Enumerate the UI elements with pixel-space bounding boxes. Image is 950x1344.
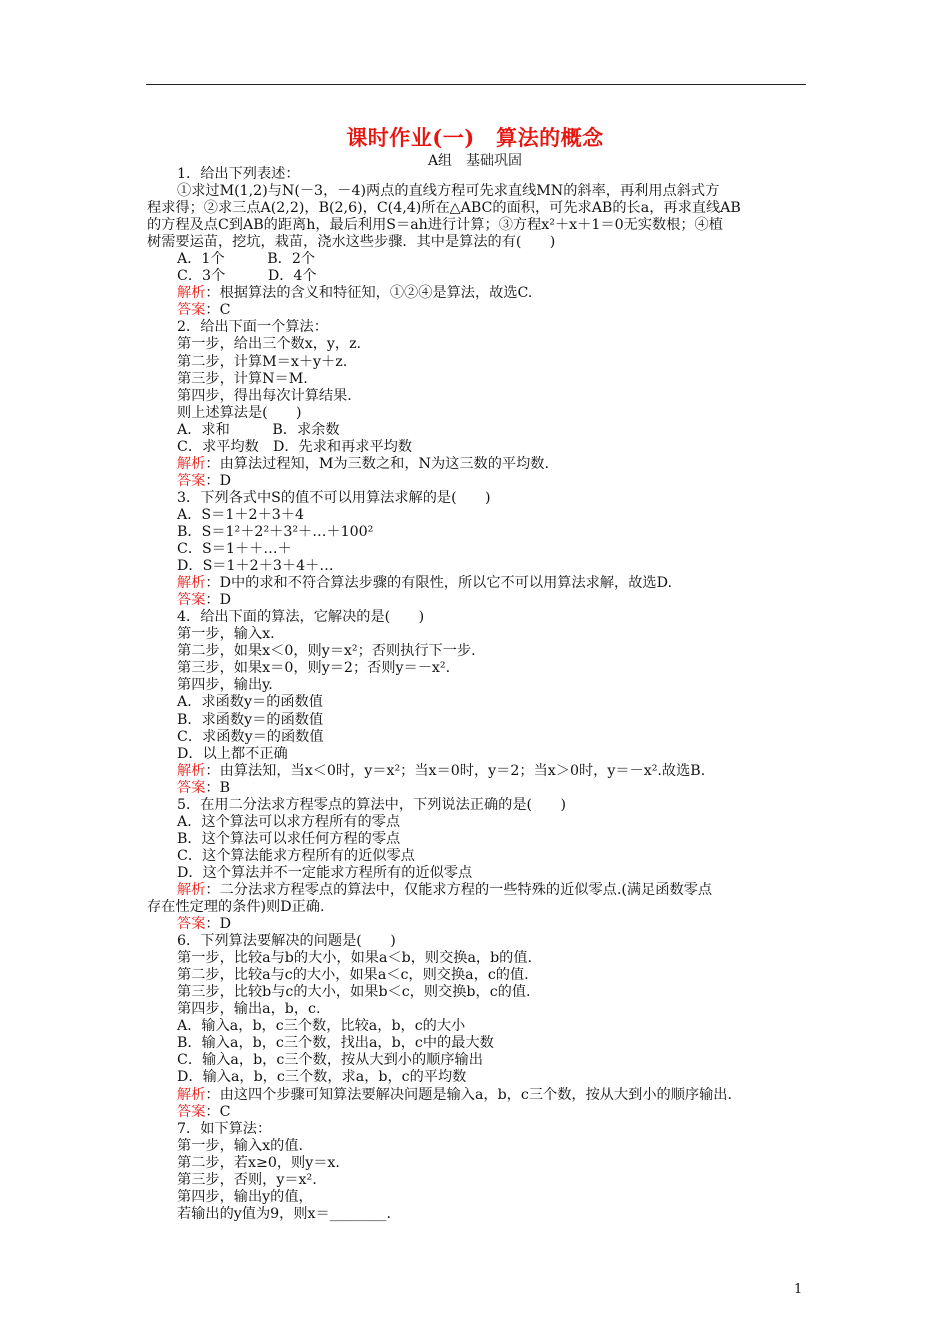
- text-line: [177, 1018, 809, 1035]
- line-text: 则上述算法是( ): [177, 404, 302, 421]
- text-line: [177, 797, 809, 814]
- line-text: C．S＝1＋＋…＋: [177, 541, 292, 558]
- line-text: 第三步，如果x＝0，则y＝2；否则y＝－x².: [177, 660, 451, 677]
- text-line: [177, 1138, 809, 1155]
- answer-label: 答案: [177, 1103, 206, 1120]
- text-line: [147, 899, 809, 916]
- solution-line: [177, 456, 809, 473]
- line-text: 第一步，输入x的值.: [177, 1137, 304, 1154]
- line-text: 第一步，输入x.: [177, 626, 275, 643]
- solution-label: 解析: [177, 881, 206, 898]
- line-text: ：D: [205, 916, 231, 933]
- text-line: [177, 1001, 809, 1018]
- text-line: [177, 746, 809, 763]
- line-text: 第二步，比较a与c的大小，如果a＜c，则交换a，c的值.: [177, 967, 529, 984]
- line-text: 程求得；②求三点A(2,2)，B(2,6)，C(4,4)所在△ABC的面积，可先求AB的长a，再求直线AB: [147, 200, 741, 217]
- text-line: [177, 626, 809, 643]
- line-text: ：由算法过程知，M为三数之和，N为这三数的平均数.: [205, 455, 549, 472]
- line-text: 6．下列算法要解决的问题是( ): [177, 933, 396, 950]
- line-text: ：由算法知，当x＜0时，y＝x²；当x＝0时，y＝2；当x＞0时，y＝－x².故选B.: [205, 762, 706, 779]
- text-line: [177, 950, 809, 967]
- text-line: [177, 865, 809, 882]
- line-text: ：D: [205, 592, 231, 609]
- line-text: 7．如下算法：: [177, 1120, 272, 1137]
- document-body: [147, 166, 809, 1223]
- line-text: B．求函数y＝的函数值: [177, 711, 324, 728]
- line-text: A．求和 B．求余数: [177, 421, 340, 438]
- text-line: [177, 336, 809, 353]
- line-text: ：根据算法的含义和特征知，①②④是算法，故选C.: [205, 285, 533, 302]
- text-line: [147, 234, 809, 251]
- line-text: A．输入a，b，c三个数，比较a，b，c的大小: [177, 1018, 466, 1035]
- line-text: 第四步，得出每次计算结果.: [177, 387, 352, 404]
- line-text: 若输出的y值为9，则x＝________.: [177, 1205, 391, 1222]
- text-line: [177, 183, 809, 200]
- line-text: ：二分法求方程零点的算法中，仅能求方程的一些特殊的近似零点.(满足函数零点: [205, 881, 713, 898]
- line-text: ：D: [205, 472, 231, 489]
- line-text: 2．给出下面一个算法：: [177, 319, 328, 336]
- line-text: 第二步，若x≥0，则y＝x.: [177, 1154, 340, 1171]
- solution-line: [177, 763, 809, 780]
- answer-label: 答案: [177, 592, 206, 609]
- line-text: 第四步，输出a，b，c.: [177, 1001, 321, 1018]
- text-line: [177, 933, 809, 950]
- page-number: 1: [794, 1282, 803, 1297]
- text-line: [177, 371, 809, 388]
- line-text: C．这个算法能求方程所有的近似零点: [177, 847, 415, 864]
- text-line: [177, 1172, 809, 1189]
- text-line: [177, 1189, 809, 1206]
- text-line: [177, 814, 809, 831]
- line-text: 3．下列各式中S的值不可以用算法求解的是( ): [177, 489, 491, 506]
- text-line: [177, 984, 809, 1001]
- text-line: [177, 1155, 809, 1172]
- answer-line: [177, 592, 809, 609]
- answer-line: [177, 473, 809, 490]
- solution-label: 解析: [177, 575, 206, 592]
- line-text: 第一步，给出三个数x，y，z.: [177, 336, 362, 353]
- line-text: 存在性定理的条件)则D正确.: [147, 899, 325, 916]
- text-line: [177, 677, 809, 694]
- line-text: A．1个 B．2个: [177, 251, 316, 268]
- text-line: [177, 541, 809, 558]
- line-text: ：B: [205, 779, 231, 796]
- line-text: ：C: [205, 302, 231, 319]
- line-text: D．以上都不正确: [177, 745, 288, 762]
- line-text: 第二步，如果x＜0，则y＝x²；否则执行下一步.: [177, 643, 476, 660]
- solution-line: [177, 1087, 809, 1104]
- line-text: ：由这四个步骤可知算法要解决问题是输入a，b，c三个数，按从大到小的顺序输出.: [205, 1086, 732, 1103]
- text-line: [177, 660, 809, 677]
- text-line: [177, 609, 809, 626]
- solution-label: 解析: [177, 455, 206, 472]
- text-line: [177, 848, 809, 865]
- line-text: 树需要运苗，挖坑，栽苗，浇水这些步骤．其中是算法的有( ): [147, 234, 556, 251]
- text-line: [177, 490, 809, 507]
- line-text: 第四步，输出y的值，: [177, 1188, 313, 1205]
- text-line: [177, 251, 809, 268]
- solution-line: [177, 285, 809, 302]
- solution-label: 解析: [177, 762, 206, 779]
- text-line: [177, 319, 809, 336]
- text-line: [177, 405, 809, 422]
- text-line: [177, 1206, 809, 1223]
- line-text: C．3个 D．4个: [177, 268, 317, 285]
- text-line: [177, 1035, 809, 1052]
- line-text: 的方程及点C到AB的距离h，最后利用S＝ah进行计算；③方程x²＋x＋1＝0无实数根；④植: [147, 217, 723, 234]
- text-line: [177, 1121, 809, 1138]
- text-line: [177, 831, 809, 848]
- line-text: C．求函数y＝的函数值: [177, 728, 324, 745]
- text-line: [177, 558, 809, 575]
- line-text: 第二步，计算M＝x＋y＋z.: [177, 353, 348, 370]
- answer-label: 答案: [177, 916, 206, 933]
- line-text: A．这个算法可以求方程所有的零点: [177, 813, 401, 830]
- text-line: [177, 507, 809, 524]
- text-line: [177, 268, 809, 285]
- answer-line: [177, 302, 809, 319]
- answer-line: [177, 1104, 809, 1121]
- solution-label: 解析: [177, 1086, 206, 1103]
- answer-label: 答案: [177, 302, 206, 319]
- text-line: [177, 422, 809, 439]
- header-rule: [146, 84, 806, 85]
- text-line: [177, 712, 809, 729]
- text-line: [177, 439, 809, 456]
- text-line: [177, 694, 809, 711]
- text-line: [177, 524, 809, 541]
- line-text: B．S＝1²＋2²＋3²＋…＋100²: [177, 523, 374, 540]
- line-text: 1．给出下列表述：: [177, 166, 300, 182]
- line-text: 5．在用二分法求方程零点的算法中，下列说法正确的是( ): [177, 796, 566, 813]
- solution-label: 解析: [177, 285, 206, 302]
- text-line: [177, 1069, 809, 1086]
- text-line: [177, 166, 809, 183]
- line-text: D．输入a，b，c三个数，求a，b，c的平均数: [177, 1069, 467, 1086]
- line-text: A．求函数y＝的函数值: [177, 694, 323, 711]
- text-line: [177, 967, 809, 984]
- line-text: ：D中的求和不符合算法步骤的有限性，所以它不可以用算法求解，故选D.: [205, 575, 672, 592]
- line-text: B．输入a，b，c三个数，找出a，b，c中的最大数: [177, 1035, 494, 1052]
- line-text: D．这个算法并不一定能求方程所有的近似零点: [177, 864, 473, 881]
- line-text: C．求平均数 D．先求和再求平均数: [177, 438, 413, 455]
- line-text: C．输入a，b，c三个数，按从大到小的顺序输出: [177, 1052, 483, 1069]
- line-text: 第三步，比较b与c的大小，如果b＜c，则交换b，c的值.: [177, 984, 531, 1001]
- line-text: 4．给出下面的算法，它解决的是( ): [177, 609, 425, 626]
- line-text: ①求过M(1,2)与N(－3，－4)两点的直线方程可先求直线MN的斜率，再利用点斜式方: [177, 183, 720, 200]
- solution-line: [177, 882, 809, 899]
- answer-label: 答案: [177, 779, 206, 796]
- line-text: ：C: [205, 1103, 231, 1120]
- text-line: [177, 643, 809, 660]
- line-text: A．S＝1＋2＋3＋4: [177, 506, 305, 523]
- line-text: B．这个算法可以求任何方程的零点: [177, 830, 401, 847]
- section-subtitle: A组 基础巩固: [427, 153, 523, 169]
- page-title: 课时作业(一) 算法的概念: [346, 125, 604, 150]
- text-line: [177, 1052, 809, 1069]
- answer-line: [177, 780, 809, 797]
- line-text: 第四步，输出y.: [177, 677, 273, 694]
- line-text: 第一步，比较a与b的大小，如果a＜b，则交换a，b的值.: [177, 950, 533, 967]
- solution-line: [177, 575, 809, 592]
- line-text: 第三步，计算N＝M.: [177, 370, 308, 387]
- answer-label: 答案: [177, 472, 206, 489]
- line-text: D．S＝1＋2＋3＋4＋…: [177, 558, 334, 575]
- text-line: [177, 354, 809, 371]
- text-line: [177, 729, 809, 746]
- text-line: [147, 200, 809, 217]
- text-line: [177, 388, 809, 405]
- text-line: [147, 217, 809, 234]
- answer-line: [177, 916, 809, 933]
- line-text: 第三步，否则，y＝x².: [177, 1171, 317, 1188]
